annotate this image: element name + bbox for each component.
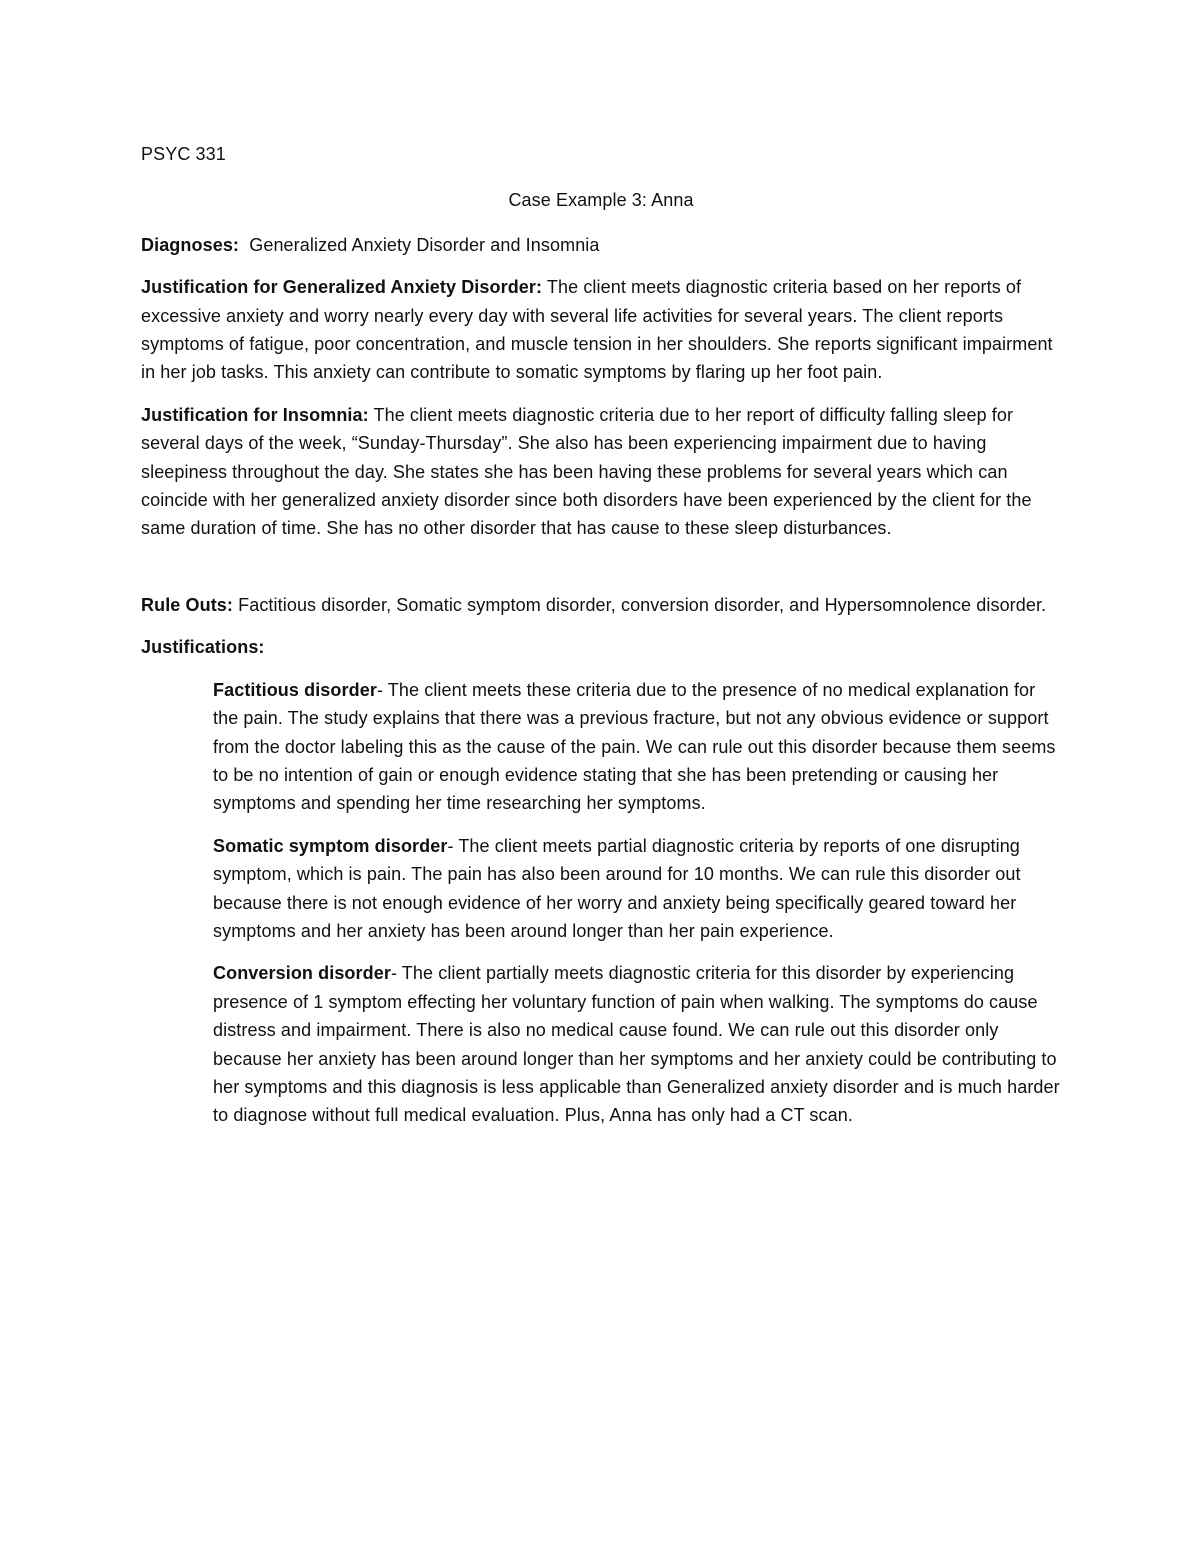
justification-gad-text: The client meets diagnostic criteria based on her reports of excessive anxiety and worry nearly every day with several life activities for several years. The client reports symptoms of fatigue, poor concentration, and muscle tension in her shoulders. She reports significant impairment in her job tasks. This anxiety can contribute to somatic symptoms by flaring up her foot pain. (141, 277, 1053, 383)
justification-item-text: - The client meets partial diagnostic criteria by reports of one disrupting symptom, which is pain. The pain has also been around for 10 months. We can rule this disorder out because there is not enough evidence of her worry and anxiety being specifically geared toward her symptoms and her anxiety has been around longer than her pain experience. (213, 835, 1021, 941)
course-code: PSYC 331 (141, 144, 226, 164)
justification-item-label: Factitious disorder (213, 679, 377, 700)
document-body (141, 140, 1061, 1144)
justification-item-text: - The client meets these criteria due to the presence of no medical explanation for the pain. The study explains that there was a previous fracture, but not any obvious evidence or support from the doctor labeling this as the cause of the pain. We can rule out this disorder because them seems to be no intention of gain or enough evidence stating that she has been pretending or causing her symptoms and spending her time researching her symptoms. (213, 679, 1056, 814)
justification-item-text: - The client partially meets diagnostic criteria for this disorder by experiencing presence of 1 symptom effecting her voluntary function of pain when walking. The symptoms do cause distress and impairment. There is also no medical cause found. We can rule out this disorder only because her anxiety has been around longer than her symptoms and her anxiety could be contributing to her symptoms and this diagnosis is less applicable than Generalized anxiety disorder and is much harder to diagnose without full medical evaluation. Plus, Anna has only had a CT scan. (213, 963, 1060, 1126)
justifications-heading: Justifications: (141, 637, 265, 658)
rule-outs-paragraph (141, 591, 1061, 619)
justification-item-conversion (213, 959, 1061, 1129)
justification-item-label: Conversion disorder (213, 963, 391, 984)
justification-item-somatic (213, 832, 1061, 946)
justification-gad-label: Justification for Generalized Anxiety Disorder: (141, 277, 543, 298)
diagnoses-label: Diagnoses: (141, 234, 240, 255)
justifications-list (141, 676, 1061, 1130)
justification-insomnia-text: The client meets diagnostic criteria due to her report of difficulty falling sleep for several days of the week, “Sunday-Thursday”. She also has been experiencing impairment due to having sleepiness throughout the day. She states she has been having these problems for several years which can coincide with her generalized anxiety disorder since both disorders have been experienced by the client for the same duration of time. She has no other disorder that has cause to these sleep disturbances. (141, 404, 1032, 539)
justification-item-factitious (213, 676, 1061, 818)
justification-insomnia-paragraph (141, 401, 1061, 543)
justification-gad-paragraph (141, 273, 1061, 387)
rule-outs-label: Rule Outs: (141, 594, 234, 615)
document-title: Case Example 3: Anna (508, 190, 694, 211)
justification-insomnia-label: Justification for Insomnia: (141, 404, 369, 425)
rule-outs-text: Factitious disorder, Somatic symptom disorder, conversion disorder, and Hypersomnolence disorder. (238, 594, 1047, 615)
justification-item-label: Somatic symptom disorder (213, 835, 448, 856)
diagnoses-paragraph (141, 231, 1061, 259)
diagnoses-text: Generalized Anxiety Disorder and Insomnia (249, 234, 600, 255)
